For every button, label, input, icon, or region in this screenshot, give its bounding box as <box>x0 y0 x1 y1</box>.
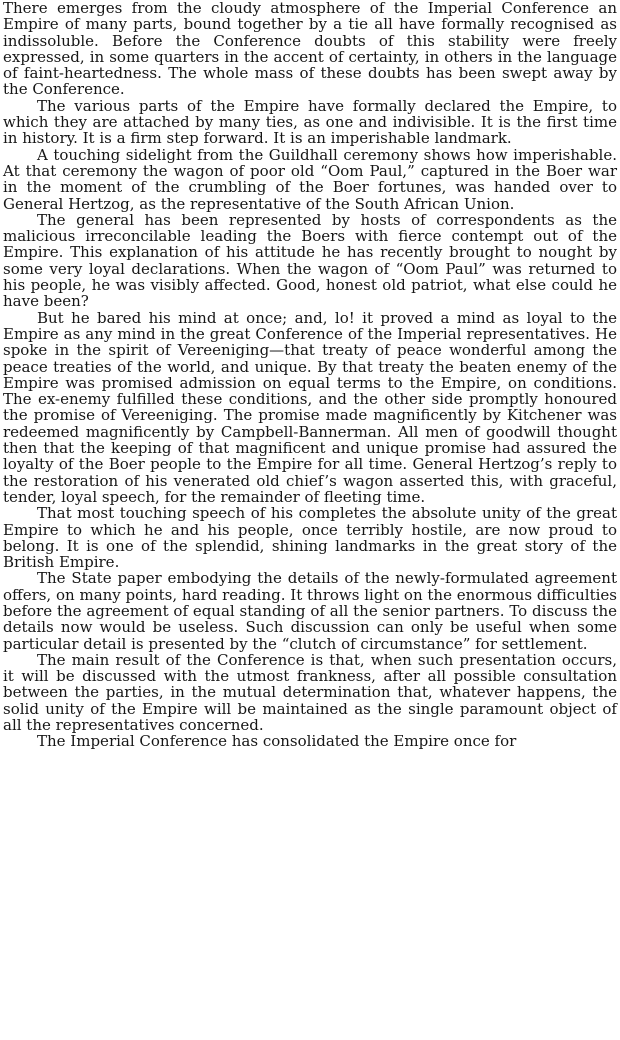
article-paragraph-9: The Imperial Conference has consolidated the Empire once for <box>37 732 517 751</box>
article-paragraph-3: A touching sidelight from the Guildhall ceremony shows how imperishable. At that ceremony the wagon of poor old “Oom Paul,” captured in the Boer war in the moment of the crumbling of the Boer fortunes, was handed over to General Hertzog, as the representative of the South African Union. <box>3 145 617 213</box>
article-paragraph-2: The various parts of the Empire have formally declared the Empire, to which they are attached by many ties, as one and indivisible. It is the first time in history. It is a firm step forward. It is an imperishable landmark. <box>3 96 617 148</box>
article-paragraph-4: The general has been represented by hosts of correspondents as the malicious irreconcilable leading the Boers with fierce contempt out of the Empire. This explanation of his attitude he has recently brought to nought by some very loyal declarations. When the wagon of “Oom Paul” was returned to his people, he was visibly affected. Good, honest old patriot, what else could he have been? <box>3 210 617 311</box>
article-paragraph-1: There emerges from the cloudy atmosphere of the Imperial Conference an Empire of many parts, bound together by a tie all have formally recognised as indissoluble. Before the Conference doubts of this stability were freely expressed, in some quarters in the accent of certainty, in others in the language of faint-heartedness. The whole mass of these doubts has been swept away by the Conference. <box>3 0 617 99</box>
article-paragraph-8: The main result of the Conference is that, when such presentation occurs, it will be discussed with the utmost frankness, after all possible consultation between the parties, in the mutual determination that, whatever happens, the solid unity of the Empire will be maintained as the single paramount object of all the representatives concerned. <box>3 650 617 735</box>
article-paragraph-6: That most touching speech of his completes the absolute unity of the great Empire to which he and his people, once terribly hostile, are now proud to belong. It is one of the splendid, shining landmarks in the great story of the British Empire. <box>3 504 617 572</box>
article-paragraph-7: The State paper embodying the details of the newly-formulated agreement offers, on many points, hard reading. It throws light on the enormous difficulties before the agreement of equal standing of all the senior partners. To discuss the details now would be useless. Such discussion can only be useful when some particular detail is presented by the “clutch of circumstance” for settlement. <box>3 569 617 653</box>
article-paragraph-5: But he bared his mind at once; and, lo! it proved a mind as loyal to the Empire as any mind in the great Conference of the Imperial representatives. He spoke in the spirit of Vereeniging—that treaty of peace wonderful among the peace treaties of the world, and unique. By that treaty the beaten enemy of the Empire was promised admission on equal terms to the Empire, on conditions. The ex-enemy fulfilled these conditions, and the other side promptly honoured the promise of Vereeniging. The promise made magnificently by Kitchener was redeemed magnificently by Campbell-Bannerman. All men of goodwill thought then that the keeping of that magnificent and unique promise had assured the loyalty of the Boer people to the Empire for all time. General Hertzog’s reply to the restoration of his venerated old chief’s wagon asserted this, with graceful, tender, loyal speech, for the remainder of fleeting time. <box>3 308 617 506</box>
